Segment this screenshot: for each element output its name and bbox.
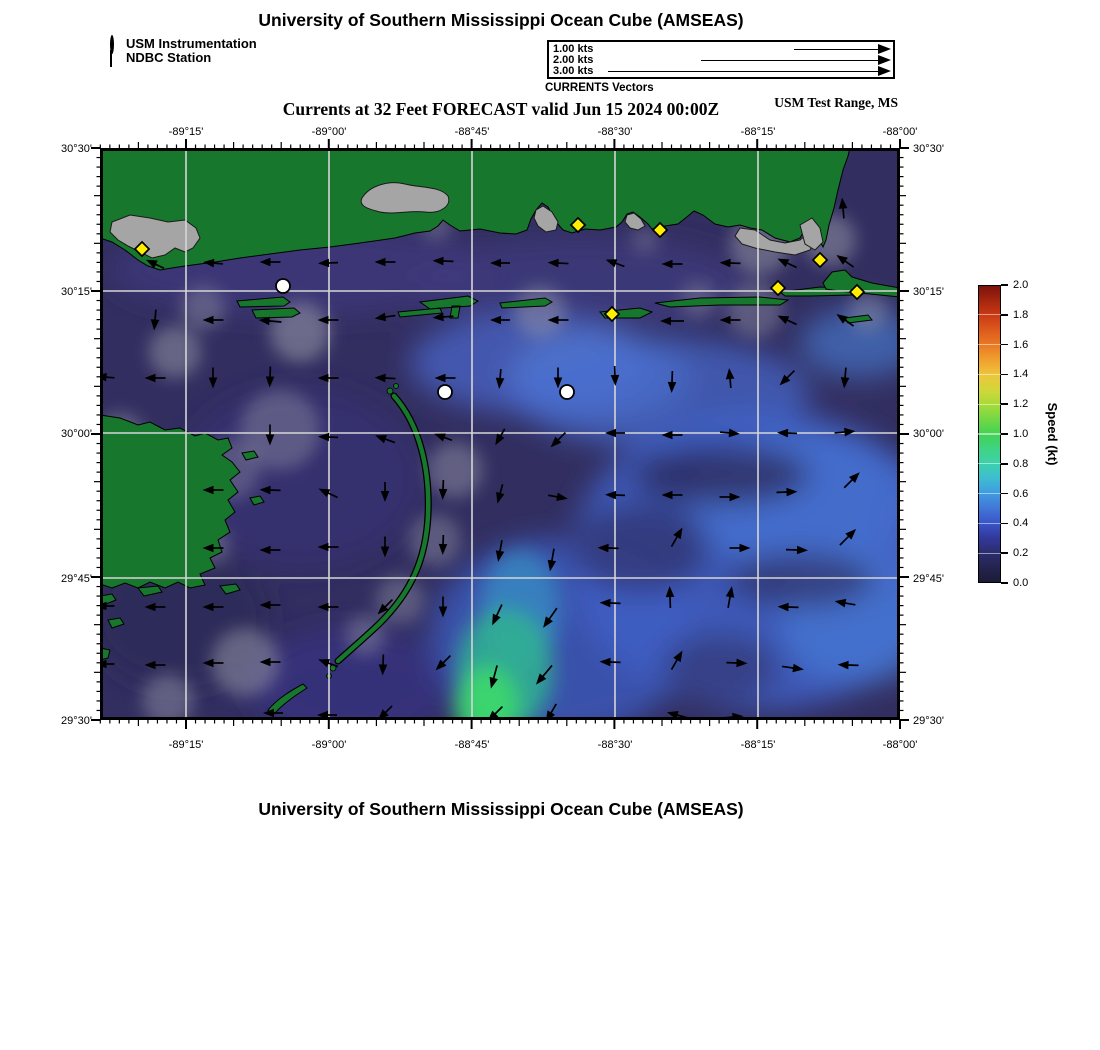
vector-scale-row-3 [549,66,893,77]
colorbar-divider [978,523,1001,524]
vector-scale-label-1: 1.00 kts [553,43,594,55]
colorbar-tick-label: 0.6 [1013,487,1029,500]
vector-scale-row-2 [549,55,893,66]
legend-item-usm-instrumentation [110,36,257,50]
forecast-subtitle: Currents at 32 Feet FORECAST valid Jun 15 2024 00:00Z [282,99,720,119]
vector-scale-legend [547,40,895,79]
colorbar-tick [1001,463,1008,465]
colorbar-tick-label: 2.0 [1013,279,1029,291]
x-tick-label-bottom: -88°45' [454,739,490,751]
x-tick-label-top: -89°00' [311,126,347,138]
x-tick-label-bottom: -89°00' [311,739,347,751]
x-tick-label-bottom: -88°00' [882,739,918,751]
colorbar-tick [1001,582,1008,584]
colorbar-title: Speed (kt) [1045,402,1060,466]
colorbar-tick [1001,493,1008,495]
y-tick-label-left: 29°30' [61,715,92,727]
map-svg [100,148,900,720]
colorbar-tick [1001,552,1008,554]
colorbar-divider [978,404,1001,405]
colorbar-tick-label: 0.2 [1013,547,1029,560]
y-tick-label-left: 29°45' [61,573,92,585]
colorbar-tick [1001,403,1008,405]
x-tick-label-bottom: -89°15' [168,739,204,751]
colorbar-tick-label: 1.2 [1013,398,1029,411]
scale-arrow-1kt-icon [794,49,889,51]
map-canvas [100,148,900,720]
colorbar-tick [1001,314,1008,316]
usm-instrumentation-marker [438,385,452,399]
y-tick-label-left: 30°00' [61,428,92,440]
colorbar-tick-label: 0.8 [1013,457,1029,470]
x-tick-label-top: -89°15' [168,126,204,138]
y-tick-label-left: 30°30' [61,143,92,155]
figure-title-top: University of Southern Mississippi Ocean Cube (AMSEAS) [258,10,744,30]
legend-label-usm: USM Instrumentation [126,35,257,51]
colorbar-divider [978,553,1001,554]
vector-legend-caption: CURRENTS Vectors [545,82,654,94]
x-tick-label-bottom: -88°15' [740,739,776,751]
colorbar-tick [1001,523,1008,525]
colorbar-divider [978,493,1001,494]
colorbar-tick-label: 1.6 [1013,338,1029,351]
y-tick-label-right: 30°30' [913,143,944,155]
y-tick-label-right: 29°45' [913,573,944,585]
usm-instrumentation-marker [276,279,290,293]
figure-title-bottom: University of Southern Mississippi Ocean Cube (AMSEAS) [258,799,744,819]
usm-instrumentation-marker [560,385,574,399]
ndbc-diamond-icon [110,51,123,64]
vector-scale-label-3: 3.00 kts [553,65,594,77]
colorbar-tick-label: 0.0 [1013,577,1029,589]
x-tick-label-top: -88°45' [454,126,490,138]
vector-scale-row-1 [549,44,893,55]
colorbar-tick-label: 1.0 [1013,428,1029,440]
scale-arrow-2kt-icon [701,60,889,62]
y-tick-label-right: 29°30' [913,715,944,727]
x-tick-label-top: -88°15' [740,126,776,138]
colorbar-divider [978,314,1001,315]
colorbar-tick [1001,433,1008,435]
legend-item-ndbc-station [110,50,257,64]
colorbar-tick-label: 1.8 [1013,308,1029,321]
colorbar-divider [978,344,1001,345]
colorbar-tick-label: 1.4 [1013,368,1029,381]
usm-circle-icon [110,37,123,50]
colorbar-divider [978,433,1001,434]
colorbar-divider [978,463,1001,464]
y-tick-label-left: 30°15' [61,286,92,298]
colorbar-divider [978,374,1001,375]
colorbar-tick [1001,284,1008,286]
y-tick-label-right: 30°15' [913,286,944,298]
colorbar-tick [1001,374,1008,376]
y-tick-label-right: 30°00' [913,428,944,440]
x-tick-label-bottom: -88°30' [597,739,633,751]
legend-label-ndbc: NDBC Station [126,49,212,65]
marker-legend [110,36,257,64]
vector-scale-label-2: 2.00 kts [553,54,594,66]
x-tick-label-top: -88°00' [882,126,918,138]
scale-arrow-3kt-icon [608,71,889,73]
colorbar-tick [1001,344,1008,346]
colorbar-tick-label: 0.4 [1013,517,1029,530]
range-label: USM Test Range, MS [774,95,898,110]
x-tick-label-top: -88°30' [597,126,633,138]
